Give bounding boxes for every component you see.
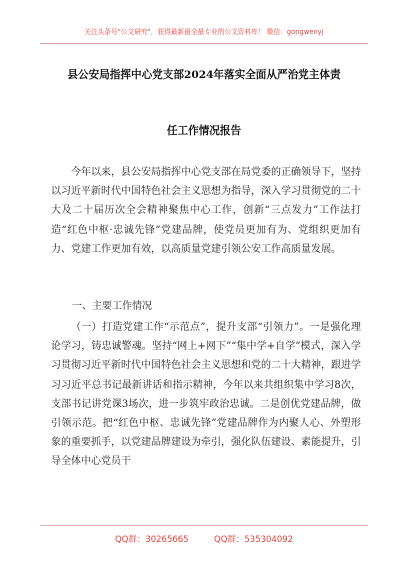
footer-qq-group-2: QQ群：535304092: [214, 535, 294, 545]
footer-qq-group-1: QQ群：30265665: [114, 535, 189, 545]
section-heading: 一、主要工作情况: [72, 301, 152, 312]
footer: [0, 533, 408, 545]
header-banner: 关注头条号"公文研究"，获得最新最全最专业的公文资料库！ 微信：gongwenyj: [84, 28, 324, 36]
header-divider: [40, 43, 368, 44]
intro-paragraph: 今年以来，县公安局指挥中心党支部在局党委的正确领导下，坚持以习近平新时代中国特色社会主义思想为指导，深入学习贯彻党的二十大及二十届历次全会精神聚焦中心工作，创新“三点发力”工作法打造“红色中枢·忠诚先锋”党建品牌，使党员更加有为、党组织更加有力、党建工作更加有效，以高质量党建引领公安工作高质量发展。: [51, 167, 361, 255]
body-paragraph: （一）打造党建工作“示范点”，提升支部“引领力”。一是强化理论学习，铸忠诚警魂。坚持“网上+网下”“集中学+自学”模式，深入学习贯彻习近平新时代中国特色社会主义思想和党的二十大精神，跟进学习习近平总书记最新讲话和指示精神，今年以来共组织集中学习8次，支部书记讲党课3场次，进一步筑牢政治忠诚。二是创优党建品牌，做引领示范。把“红色中枢、忠诚先锋”党建品牌作为内聚人心、外塑形象的重要抓手，以党建品牌建设为牵引，强化队伍建设、素能提升，引导全体中心党员干: [51, 322, 361, 468]
footer-divider: [40, 525, 368, 526]
document-title-line1: 县公安局指挥中心党支部2024年落实全面从严治党主体责: [67, 69, 341, 81]
document-title-line2: 任工作情况报告: [166, 125, 242, 137]
